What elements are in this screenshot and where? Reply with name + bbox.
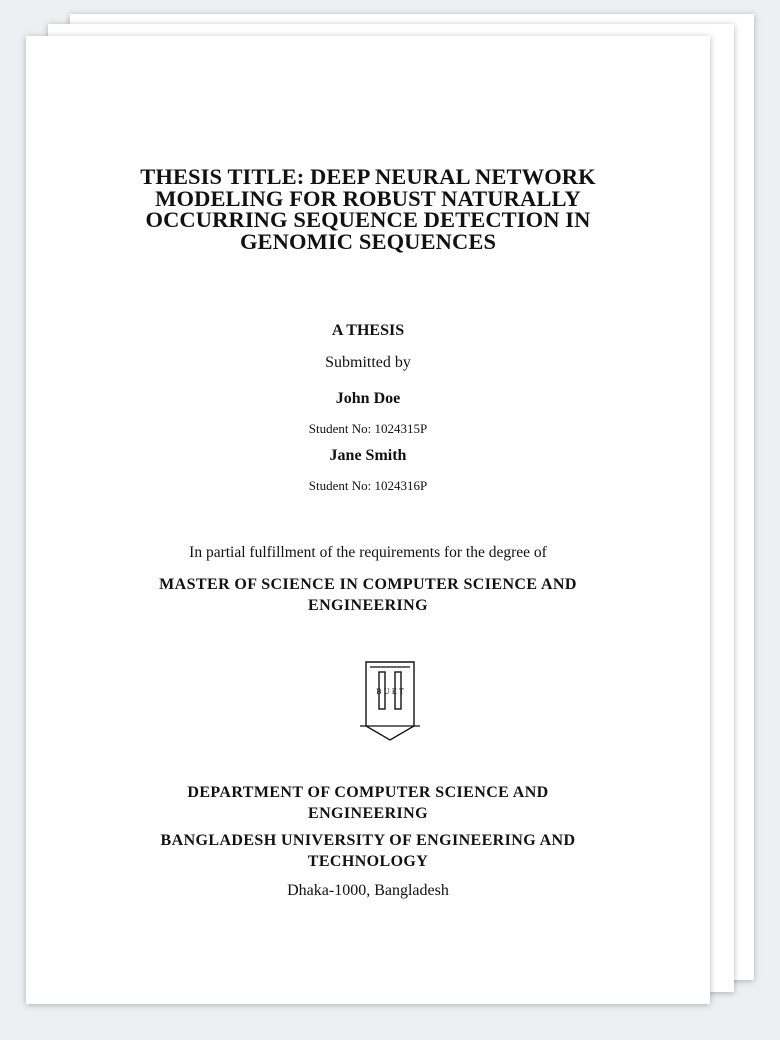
author-name: Jane Smith bbox=[329, 447, 407, 464]
thesis-label: A THESIS bbox=[331, 322, 405, 339]
university-name: BANGLADESH UNIVERSITY OF ENGINEERING AND TECHNOLOGY bbox=[160, 832, 576, 870]
author-name: John Doe bbox=[335, 390, 401, 407]
thesis-title: THESIS TITLE: DEEP NEURAL NETWORK MODELING FOR ROBUST NATURALLY OCCURRING SEQUENCE DETECTION IN GENOMIC SEQUENCES bbox=[140, 164, 596, 254]
department-name: DEPARTMENT OF COMPUTER SCIENCE AND ENGINEERING bbox=[187, 784, 549, 822]
university-location: Dhaka-1000, Bangladesh bbox=[287, 882, 449, 899]
buet-crest-icon bbox=[358, 660, 422, 742]
student-number: Student No: 1024316P bbox=[308, 478, 428, 493]
fulfillment-statement: In partial fulfillment of the requirements for the degree of bbox=[189, 544, 547, 561]
submitted-by-label: Submitted by bbox=[325, 354, 411, 371]
title-page bbox=[26, 36, 710, 1004]
degree-name: MASTER OF SCIENCE IN COMPUTER SCIENCE AND ENGINEERING bbox=[159, 576, 577, 614]
student-number: Student No: 1024315P bbox=[308, 421, 428, 436]
logo-text: B U E T bbox=[376, 688, 404, 696]
